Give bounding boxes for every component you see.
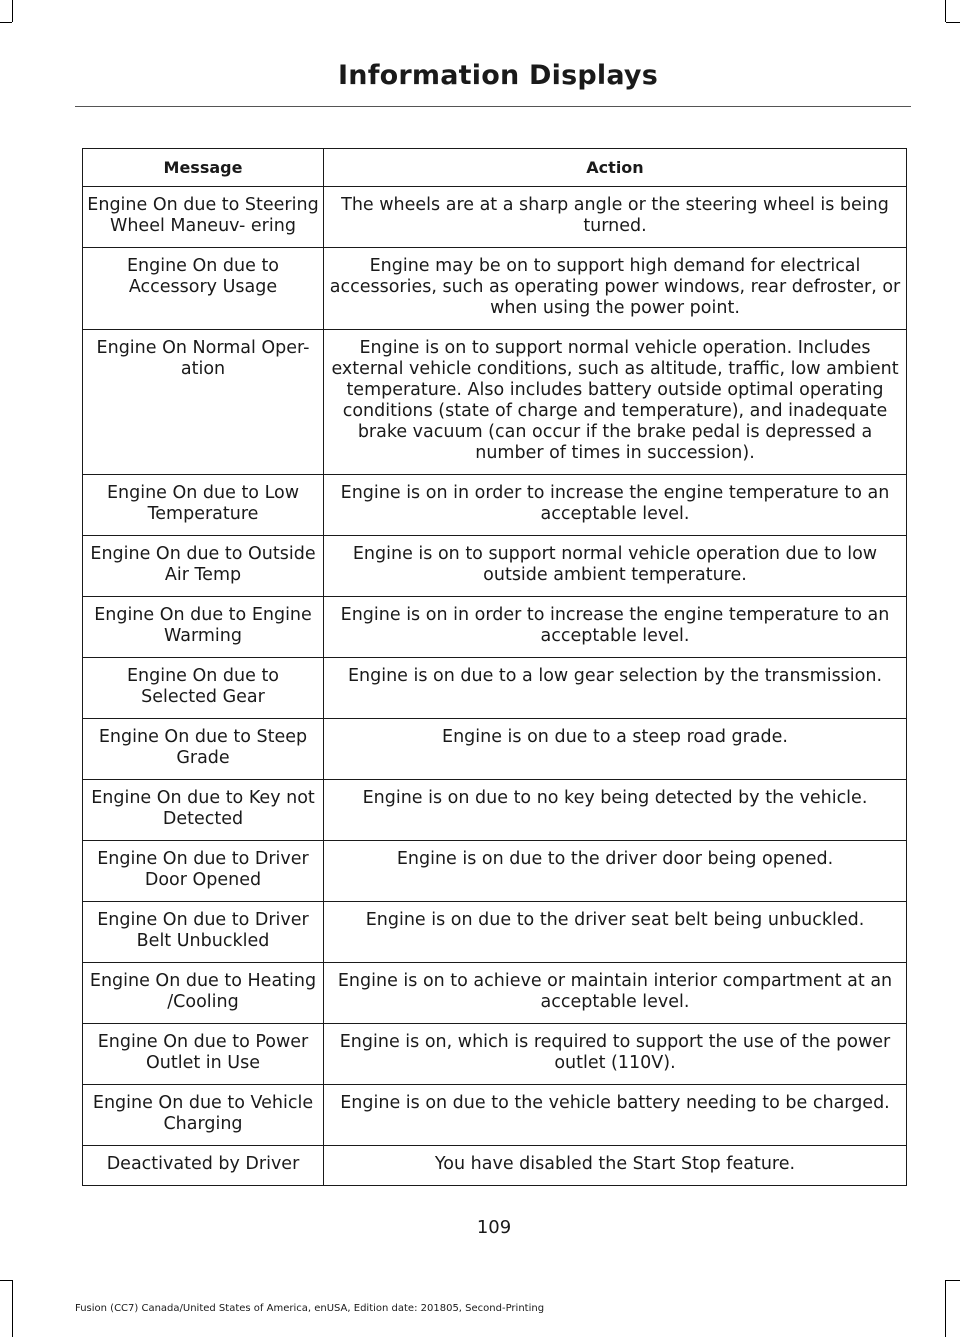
crop-mark [12,0,13,22]
message-cell: Engine On due to Selected Gear [83,658,324,719]
table-row [83,1024,907,1085]
table-row [83,841,907,902]
message-cell: Engine On due to Steering Wheel Maneuv- ering [83,187,324,248]
action-cell: Engine is on due to no key being detected by the vehicle. [324,780,907,841]
table-header-row [83,149,907,187]
action-cell: Engine is on due to a low gear selection by the transmission. [324,658,907,719]
message-cell: Engine On due to Heating /Cooling [83,963,324,1024]
table-row [83,597,907,658]
column-header-action: Action [324,149,907,187]
action-cell: Engine is on to support normal vehicle operation. Includes external vehicle conditions, such as altitude, traffic, low ambient temperature. Also includes battery outside optimal operating conditions (state of charge and temperature), and inadequate brake vacuum (can occur if the brake pedal is depressed a number of times in succession). [324,330,907,475]
message-cell: Engine On due to Engine Warming [83,597,324,658]
action-cell: Engine is on due to the driver seat belt being unbuckled. [324,902,907,963]
table-row [83,902,907,963]
message-cell: Engine On due to Vehicle Charging [83,1085,324,1146]
action-cell: Engine may be on to support high demand for electrical accessories, such as operating power windows, rear defroster, or when using the power point. [324,248,907,330]
message-cell: Engine On due to Outside Air Temp [83,536,324,597]
message-cell: Engine On due to Accessory Usage [83,248,324,330]
table-row [83,719,907,780]
message-cell: Engine On due to Power Outlet in Use [83,1024,324,1085]
message-cell: Engine On due to Steep Grade [83,719,324,780]
action-cell: Engine is on in order to increase the engine temperature to an acceptable level. [324,597,907,658]
crop-mark [0,22,12,23]
action-cell: Engine is on to support normal vehicle operation due to low outside ambient temperature. [324,536,907,597]
action-cell: You have disabled the Start Stop feature. [324,1146,907,1186]
table-row [83,330,907,475]
page-number: 109 [476,1217,512,1238]
crop-mark [12,1280,13,1337]
table-row [83,1146,907,1186]
message-table [82,148,907,1186]
footer-edition-info: Fusion (CC7) Canada/United States of America, enUSA, Edition date: 201805, Second-Printing [75,1303,545,1314]
action-cell: The wheels are at a sharp angle or the steering wheel is being turned. [324,187,907,248]
crop-mark [946,1280,960,1281]
message-cell: Engine On due to Driver Door Opened [83,841,324,902]
crop-mark [0,1280,12,1281]
table-row [83,248,907,330]
action-cell: Engine is on due to the driver door being opened. [324,841,907,902]
title-divider [75,106,911,107]
page-title: Information Displays [338,60,658,91]
action-cell: Engine is on, which is required to support the use of the power outlet (110V). [324,1024,907,1085]
message-cell: Deactivated by Driver [83,1146,324,1186]
action-cell: Engine is on to achieve or maintain interior compartment at an acceptable level. [324,963,907,1024]
crop-mark [946,22,960,23]
column-header-message: Message [83,149,324,187]
table-row [83,187,907,248]
message-cell: Engine On due to Low Temperature [83,475,324,536]
message-cell: Engine On due to Driver Belt Unbuckled [83,902,324,963]
table-row [83,1085,907,1146]
action-cell: Engine is on due to a steep road grade. [324,719,907,780]
table-row [83,780,907,841]
message-cell: Engine On Normal Oper- ation [83,330,324,475]
table-row [83,475,907,536]
table-row [83,658,907,719]
crop-mark [945,0,946,22]
table-row [83,963,907,1024]
crop-mark [945,1280,946,1337]
table-row [83,536,907,597]
message-cell: Engine On due to Key not Detected [83,780,324,841]
action-cell: Engine is on due to the vehicle battery needing to be charged. [324,1085,907,1146]
action-cell: Engine is on in order to increase the engine temperature to an acceptable level. [324,475,907,536]
